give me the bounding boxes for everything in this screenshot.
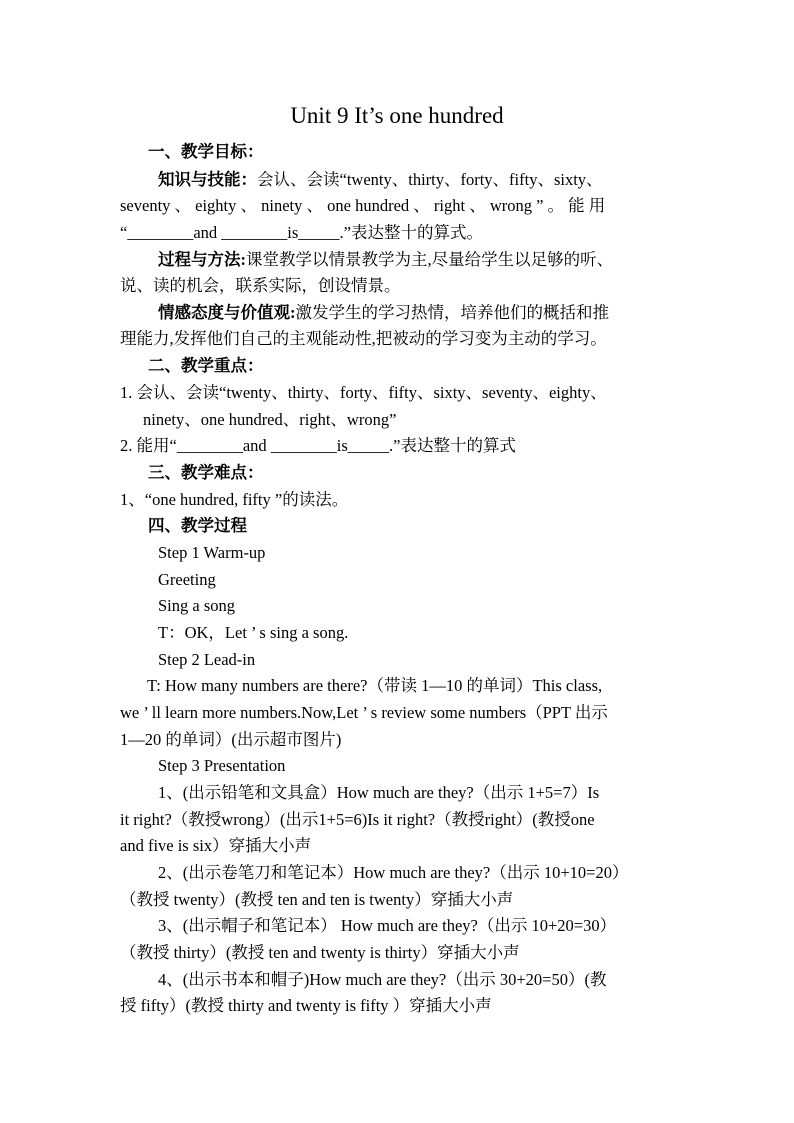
presentation-1-line-1: 1、(出示铅笔和文具盒）How much are they?（出示 1+5=7）Is <box>158 783 600 802</box>
process-step-3: Step 3 Presentation <box>158 756 286 775</box>
knowledge-line-3: “________and ________is_____.”表达整十的算式。 <box>120 223 483 242</box>
process-greeting: Greeting <box>158 570 216 589</box>
knowledge-line-2: seventy 、 eighty 、 ninety 、 one hundred 、 right 、 wrong ” 。 能 用 <box>120 196 606 215</box>
knowledge-line-1 <box>158 170 603 190</box>
section-heading-difficulties: 三、教学难点： <box>148 463 264 482</box>
emotion-label: 情感态度与价值观: <box>158 303 296 322</box>
presentation-2-line-2: （教授 twenty）(教授 ten and ten is twenty）穿插大小声 <box>120 890 514 909</box>
key-point-1-line-2: ninety、one hundred、right、wrong” <box>143 410 397 429</box>
knowledge-label: 知识与技能： <box>158 170 257 189</box>
process-line-2: 说、读的机会，联系实际，创设情景。 <box>120 276 401 295</box>
lead-in-line-2: we ’ ll learn more numbers.Now,Let ’ s review some numbers（PPT 出示 <box>120 703 608 722</box>
emotion-line-2: 理能力,发挥他们自己的主观能动性,把被动的学习变为主动的学习。 <box>120 329 607 348</box>
presentation-1-line-3: and five is six）穿插大小声 <box>120 836 312 855</box>
document-title: Unit 9 It’s one hundred <box>290 103 504 128</box>
key-point-2: 2. 能用“________and ________is_____.”表达整十的算式 <box>120 436 516 455</box>
key-point-1-line-1: 1. 会认、会读“twenty、thirty、forty、fifty、sixty、seventy、eighty、 <box>120 383 607 402</box>
process-step-2: Step 2 Lead-in <box>158 650 256 669</box>
presentation-2-line-1: 2、(出示卷笔刀和笔记本）How much are they?（出示 10+10=20） <box>158 863 629 882</box>
presentation-4-line-2: 授 fifty）(教授 thirty and twenty is fifty ）穿插大小声 <box>120 996 492 1015</box>
presentation-1-line-2: it right?（教授wrong）(出示1+5=6)Is it right?（教授right）(教授one <box>120 810 595 829</box>
process-line-1 <box>158 250 613 270</box>
presentation-3-line-2: （教授 thirty）(教授 ten and twenty is thirty）穿插大小声 <box>120 943 520 962</box>
section-heading-objectives: 一、教学目标： <box>148 142 264 161</box>
difficulty-1: 1、“one hundred, fifty ”的读法。 <box>120 490 349 509</box>
lead-in-line-3: 1—20 的单词）(出示超市图片) <box>120 730 342 749</box>
presentation-3-line-1: 3、(出示帽子和笔记本） How much are they?（出示 10+20=30） <box>158 916 617 935</box>
presentation-4-line-1: 4、(出示书本和帽子)How much are they?（出示 30+20=50）(教 <box>158 970 607 989</box>
lead-in-line-1: T: How many numbers are there?（带读 1—10 的单词）This class, <box>147 676 603 695</box>
process-sing-song: Sing a song <box>158 596 236 615</box>
emotion-line-1 <box>158 303 609 323</box>
section-heading-process: 四、教学过程 <box>148 516 247 535</box>
process-label: 过程与方法: <box>158 250 246 269</box>
process-teacher-line: T：OK，Let ’ s sing a song. <box>158 623 349 642</box>
knowledge-text-1: 会认、会读“twenty、thirty、forty、fifty、sixty、 <box>257 170 603 189</box>
section-heading-key-points: 二、教学重点： <box>148 356 264 375</box>
process-text-1: 课堂教学以情景教学为主,尽量给学生以足够的听、 <box>246 250 614 269</box>
process-step-1: Step 1 Warm-up <box>158 543 266 562</box>
emotion-text-1: 激发学生的学习热情，培养他们的概括和推 <box>295 303 609 322</box>
